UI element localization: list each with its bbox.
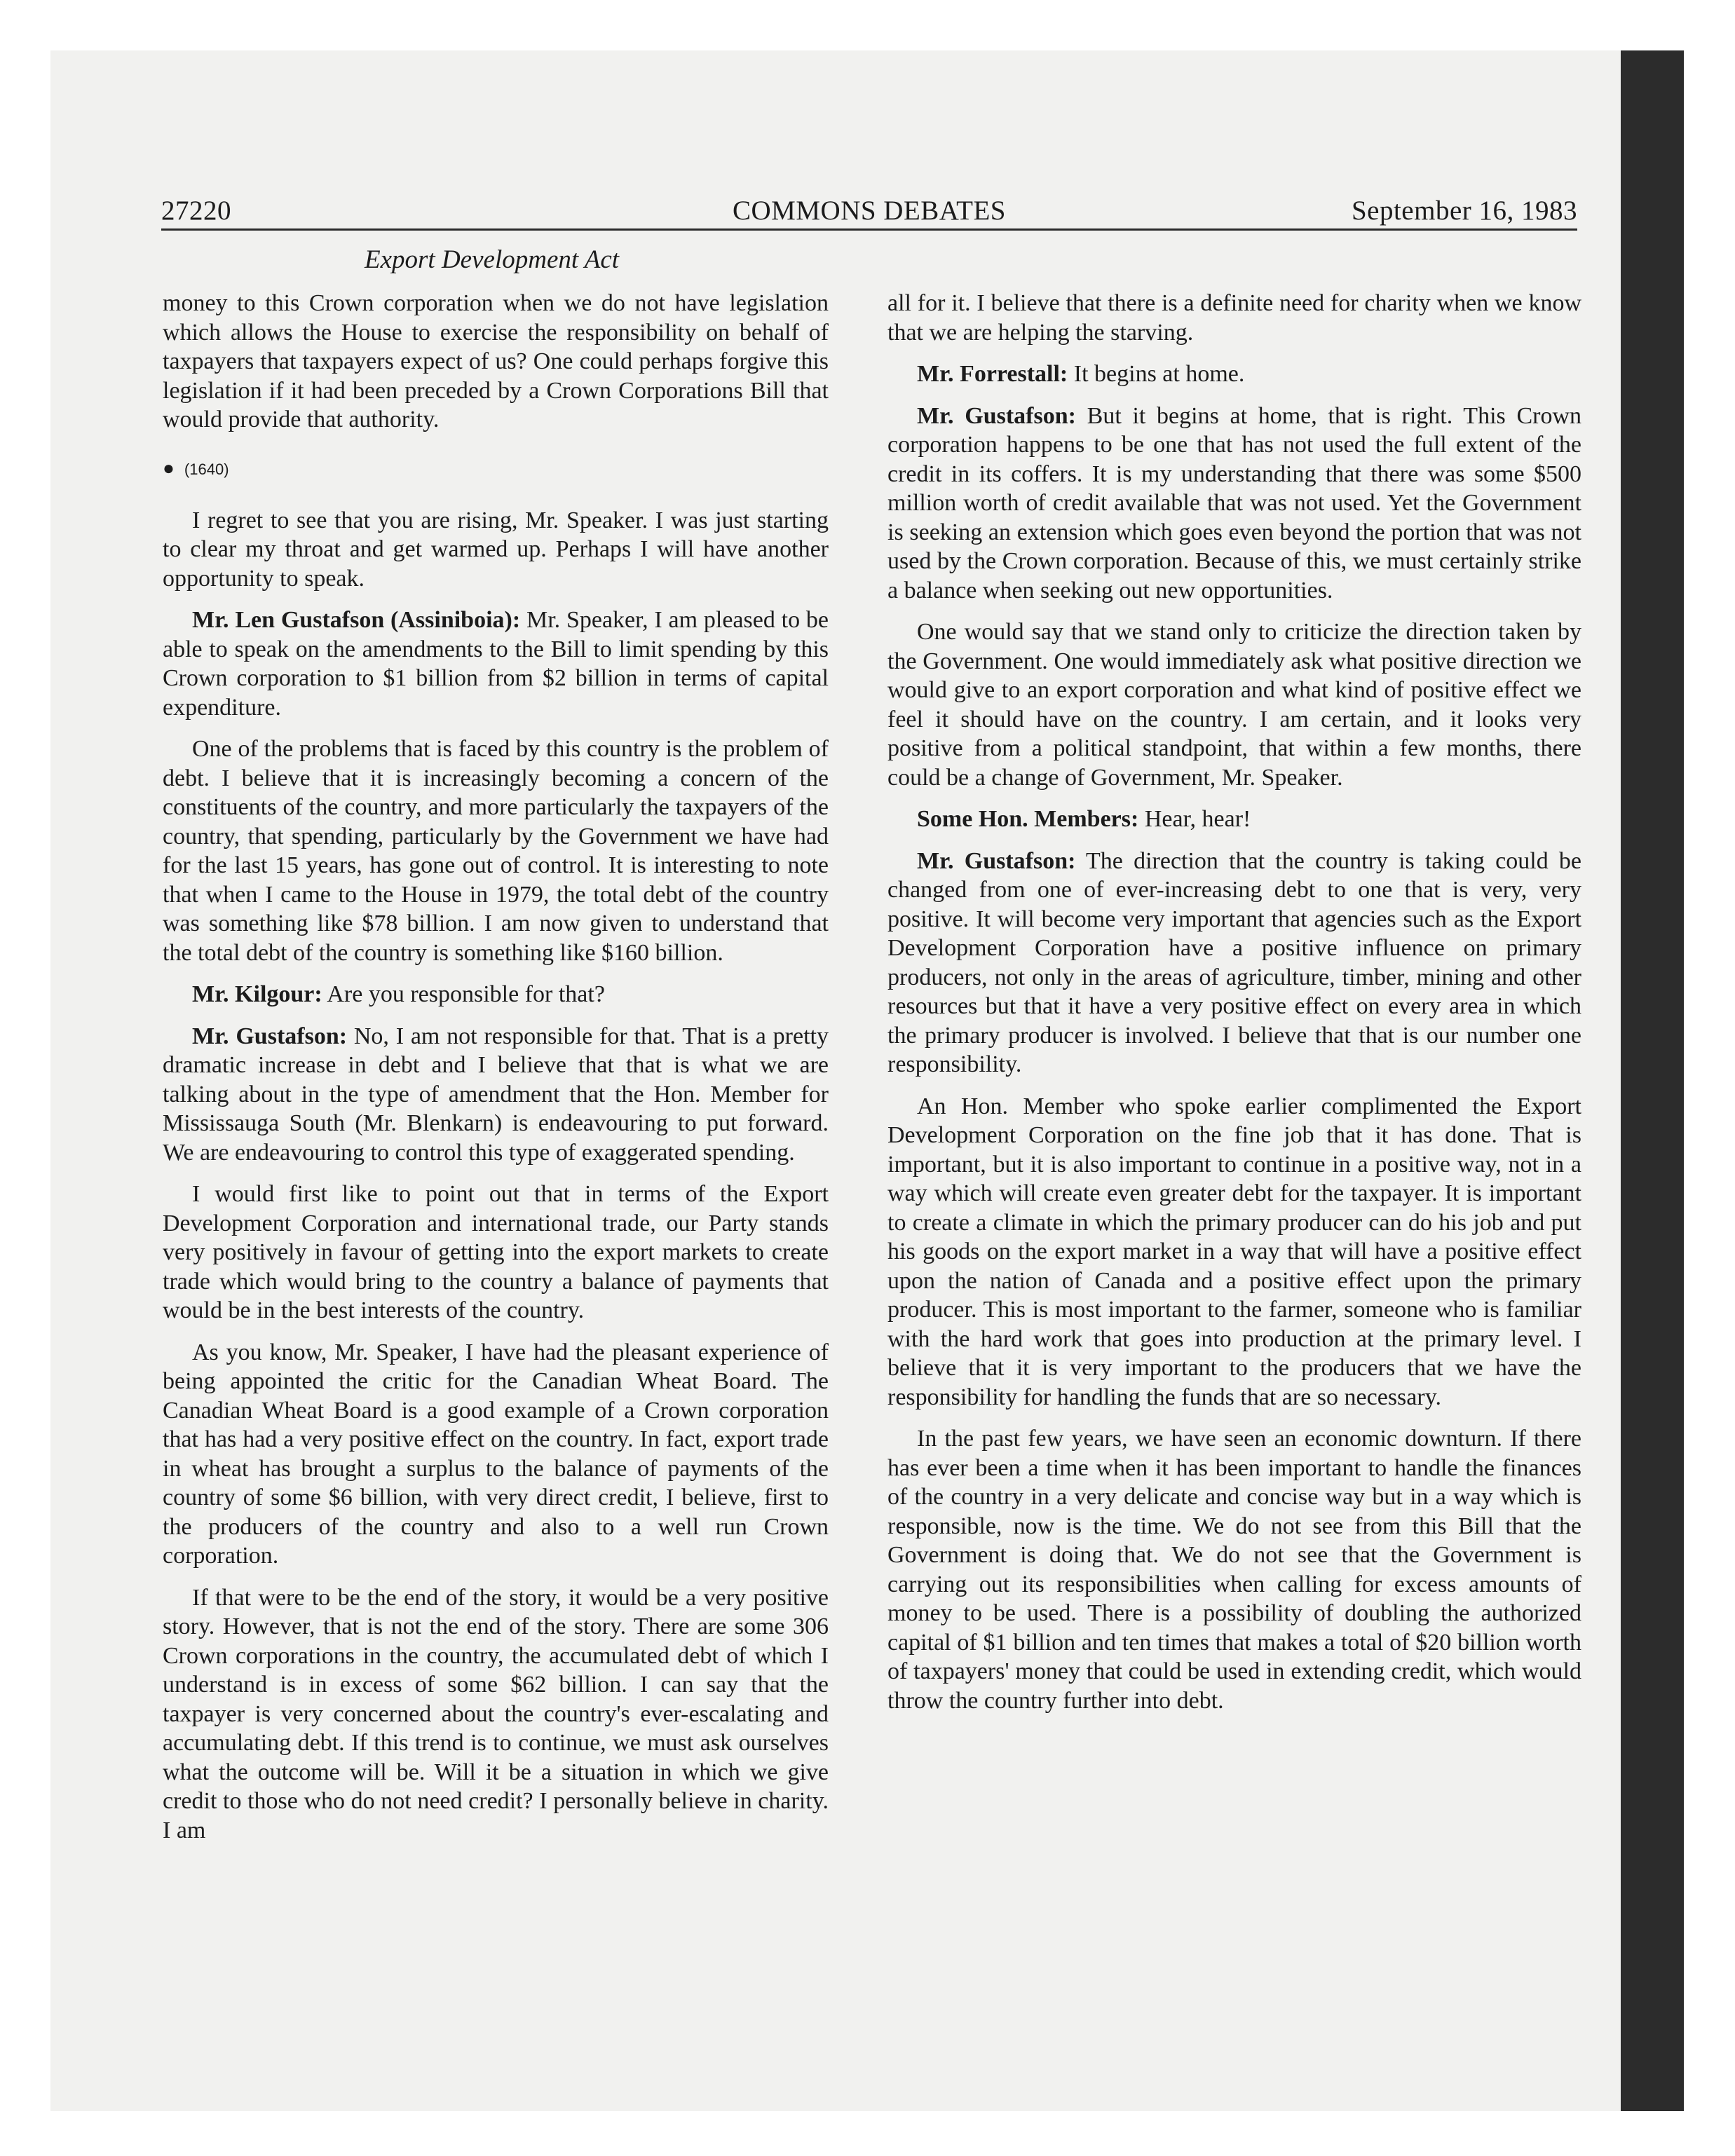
journal-title: COMMONS DEBATES [733, 196, 1006, 226]
speaker-name: Mr. Kilgour: [192, 981, 322, 1007]
time-marker [163, 454, 829, 484]
paragraph: I would first like to point out that in terms of the Export Development Corporation and international trade, our Party stands very positively in favour of getting into the export markets to create trade which would bring to the country a balance of payments that would be in the best interests of the country. [163, 1181, 829, 1323]
paragraph: As you know, Mr. Speaker, I have had the pleasant experience of being appointed the critic for the Canadian Wheat Board. The Canadian Wheat Board is a good example of a Crown corporation that has had a very positive effect on the country. In fact, export trade in wheat has brought a surplus to the balance of payments of the country of some $6 billion, with very direct credit, I believe, first to the producers of the country and also to a well run Crown corporation. [163, 1339, 829, 1569]
speech-text: Hear, hear! [1138, 806, 1251, 832]
speaker-name: Mr. Gustafson: [917, 847, 1076, 874]
scan-edge-shadow [1621, 50, 1684, 2111]
speaker-name: Mr. Gustafson: [917, 402, 1076, 429]
bullet-icon: ● [163, 456, 175, 479]
section-title: Export Development Act [365, 245, 620, 274]
left-column [163, 289, 829, 1857]
speaker-name: Mr. Forrestall: [917, 361, 1068, 387]
paragraph: One would say that we stand only to criticize the direction taken by the Government. One would immediately ask what positive direction we would give to an export corporation and what kind of positive effect we feel it should have on the country. I am certain, and it looks very positive from a political standpoint, that within a few months, there could be a change of Government, Mr. Speaker. [887, 619, 1581, 791]
speech-text: Are you responsible for that? [322, 981, 605, 1007]
paragraph: I regret to see that you are rising, Mr. Speaker. I was just starting to clear my throat and get warmed up. Perhaps I will have another opportunity to speak. [163, 507, 829, 592]
speech-text: Mr. Speaker, I am pleased to be able to speak on the amendments to the Bill to limit spending by this Crown corporation to $1 billion from $2 billion in terms of capital expenditure. [163, 607, 829, 721]
page-number: 27220 [161, 196, 231, 226]
speech-paragraph [887, 847, 1581, 1079]
speech-text: But it begins at home, that is right. This Crown corporation happens to be one that has not used the full extent of the credit in its coffers. It is my understanding that there was some $500 million worth of credit available that was not used. Yet the Government is seeking an extension which goes even beyond the portion that was not used by the Crown corporation. Because of this, we must certainly strike a balance when seeking out new opportunities. [887, 402, 1581, 603]
paragraph: money to this Crown corporation when we do not have legislation which allows the House to exercise the responsibility on behalf of taxpayers that taxpayers expect of us? One could perhaps forgive this legislation if it had been preceded by a Crown Corporations Bill that would provide that authority. [163, 290, 829, 432]
speech-text: It begins at home. [1068, 361, 1245, 387]
page-header [161, 193, 1577, 231]
speaker-name: Mr. Len Gustafson (Assiniboia): [192, 607, 521, 633]
speech-paragraph [887, 360, 1581, 389]
speech-paragraph [163, 606, 829, 722]
paragraph: In the past few years, we have seen an economic downturn. If there has ever been a time when it has been important to handle the finances of the country in a very delicate and concise way but in a way which is responsible, now is the time. We do not see from this Bill that the Government is doing that. We do not see that the Government is carrying out its responsibilities when calling for excess amounts of money to be used. There is a possibility of doubling the authorized capital of $1 billion and ten times that makes a total of $20 billion worth of taxpayers' money that could be used in extending credit, which would throw the country further into debt. [887, 1426, 1581, 1714]
speech-paragraph [163, 1022, 829, 1168]
speech-paragraph [887, 805, 1581, 834]
paragraph: If that were to be the end of the story, it would be a very positive story. However, that is not the end of the story. There are some 306 Crown corporations in the country, the accumulated debt of which I understand is in excess of some $62 billion. I can say that the taxpayer is very concerned about the country's ever-escalating and accumulating debt. If this trend is to continue, we must ask ourselves what the outcome will be. Will it be a situation in which we give credit to those who do not need credit? I personally believe in charity. I am [163, 1584, 829, 1843]
paragraph: One of the problems that is faced by this country is the problem of debt. I believe that it is increasingly becoming a concern of the constituents of the country, and more particularly the taxpayers of the country, that spending, particularly by the Government we have had for the last 15 years, has gone out of control. It is interesting to note that when I came to the House in 1979, the total debt of the country was something like $78 billion. I am now given to understand that the total debt of the country is something like $160 billion. [163, 736, 829, 966]
speech-text: The direction that the country is taking could be changed from one of ever-increasing debt to one that is very, very positive. It will become very important that agencies such as the Export Development Corporation have a positive influence on primary producers, not only in the areas of agriculture, timber, mining and other resources but that it have a very positive effect on every area in which the primary producer is involved. I believe that that is our number one responsibility. [887, 847, 1581, 1077]
right-column [887, 289, 1581, 1728]
paragraph: all for it. I believe that there is a definite need for charity when we know that we are helping the starving. [887, 290, 1581, 346]
speech-text: No, I am not responsible for that. That is a pretty dramatic increase in debt and I believe that that is what we are talking about in the type of amendment that the Hon. Member for Mississauga South (Mr. Blenkarn) is endeavouring to put forward. We are endeavouring to control this type of exaggerated spending. [163, 1023, 829, 1166]
speaker-name: Some Hon. Members: [917, 806, 1139, 832]
time-marker-label: (1640) [184, 460, 229, 478]
speech-paragraph [887, 402, 1581, 606]
speaker-name: Mr. Gustafson: [192, 1023, 348, 1049]
speech-paragraph [163, 980, 829, 1009]
page-date: September 16, 1983 [1351, 196, 1577, 226]
paragraph: An Hon. Member who spoke earlier complimented the Export Development Corporation on the fine job that it has done. That is important, but it is also important to continue in a positive way, not in a way which will create even greater debt for the taxpayer. It is important to create a climate in which the primary producer can do his job and put his goods on the export market in a way that will have a positive effect upon the nation of Canada and a positive effect upon the primary producer. This is most important to the farmer, someone who is familiar with the hard work that goes into production at the primary level. I believe that it is very important to the producers that we have the responsibility for handling the funds that are so necessary. [887, 1093, 1581, 1410]
